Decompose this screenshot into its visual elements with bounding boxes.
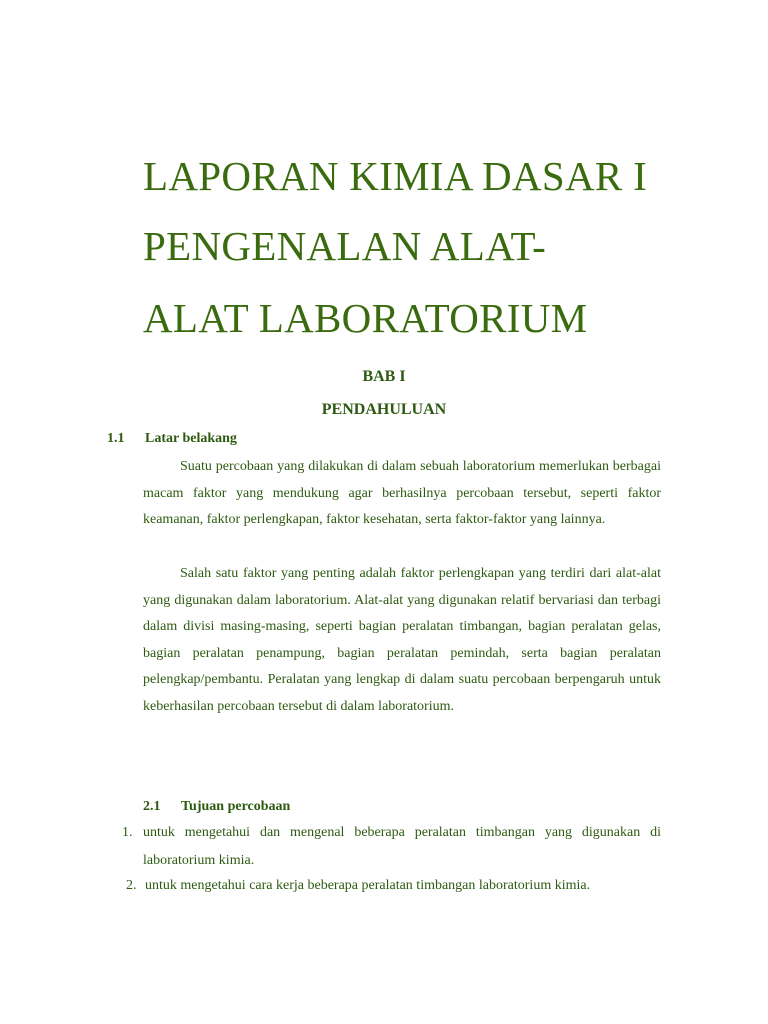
list-item-marker: 2. xyxy=(126,878,137,893)
list-item-text: untuk mengetahui dan mengenal beberapa peralatan timbangan yang digunakan di laboratorium kimia. xyxy=(143,825,661,868)
chapter-label: BAB I xyxy=(362,368,406,385)
chapter-title: PENDAHULUAN xyxy=(321,401,447,418)
section-2-title: Tujuan percobaan xyxy=(181,799,291,814)
paragraph-1: Suatu percobaan yang dilakukan di dalam sebuah laboratorium memerlukan berbagai macam faktor yang mendukung agar berhasilnya percobaan tersebut, seperti faktor keamanan, faktor perlengkapan, faktor kesehatan, serta faktor-faktor yang lainnya. xyxy=(143,459,661,528)
list-item-marker: 1. xyxy=(122,825,133,840)
list-item xyxy=(126,872,663,900)
section-1-heading xyxy=(107,431,237,447)
document-title-line-1: LAPORAN KIMIA DASAR I xyxy=(143,153,648,199)
section-2-heading xyxy=(143,799,290,815)
section-2-number: 2.1 xyxy=(143,799,161,814)
section-1-title: Latar belakang xyxy=(145,431,237,446)
document-title-line-3: ALAT LABORATORIUM xyxy=(143,295,588,341)
list-item-text: untuk mengetahui cara kerja beberapa peralatan timbangan laboratorium kimia. xyxy=(145,878,591,893)
paragraph-2: Salah satu faktor yang penting adalah faktor perlengkapan yang terdiri dari alat-alat yang digunakan dalam laboratorium. Alat-alat yang digunakan relatif bervariasi dan terbagi dalam divisi masing-masing, seperti bagian peralatan timbangan, bagian peralatan gelas, bagian peralatan penampung, bagian peralatan pemindah, serta bagian peralatan pelengkap/pembantu. Peralatan yang lengkap di dalam suatu percobaan berpengaruh untuk keberhasilan percobaan tersebut di dalam laboratorium. xyxy=(143,566,661,714)
document-title-line-2: PENGENALAN ALAT- xyxy=(143,223,547,269)
section-1-number: 1.1 xyxy=(107,431,125,446)
list-item xyxy=(122,819,661,875)
